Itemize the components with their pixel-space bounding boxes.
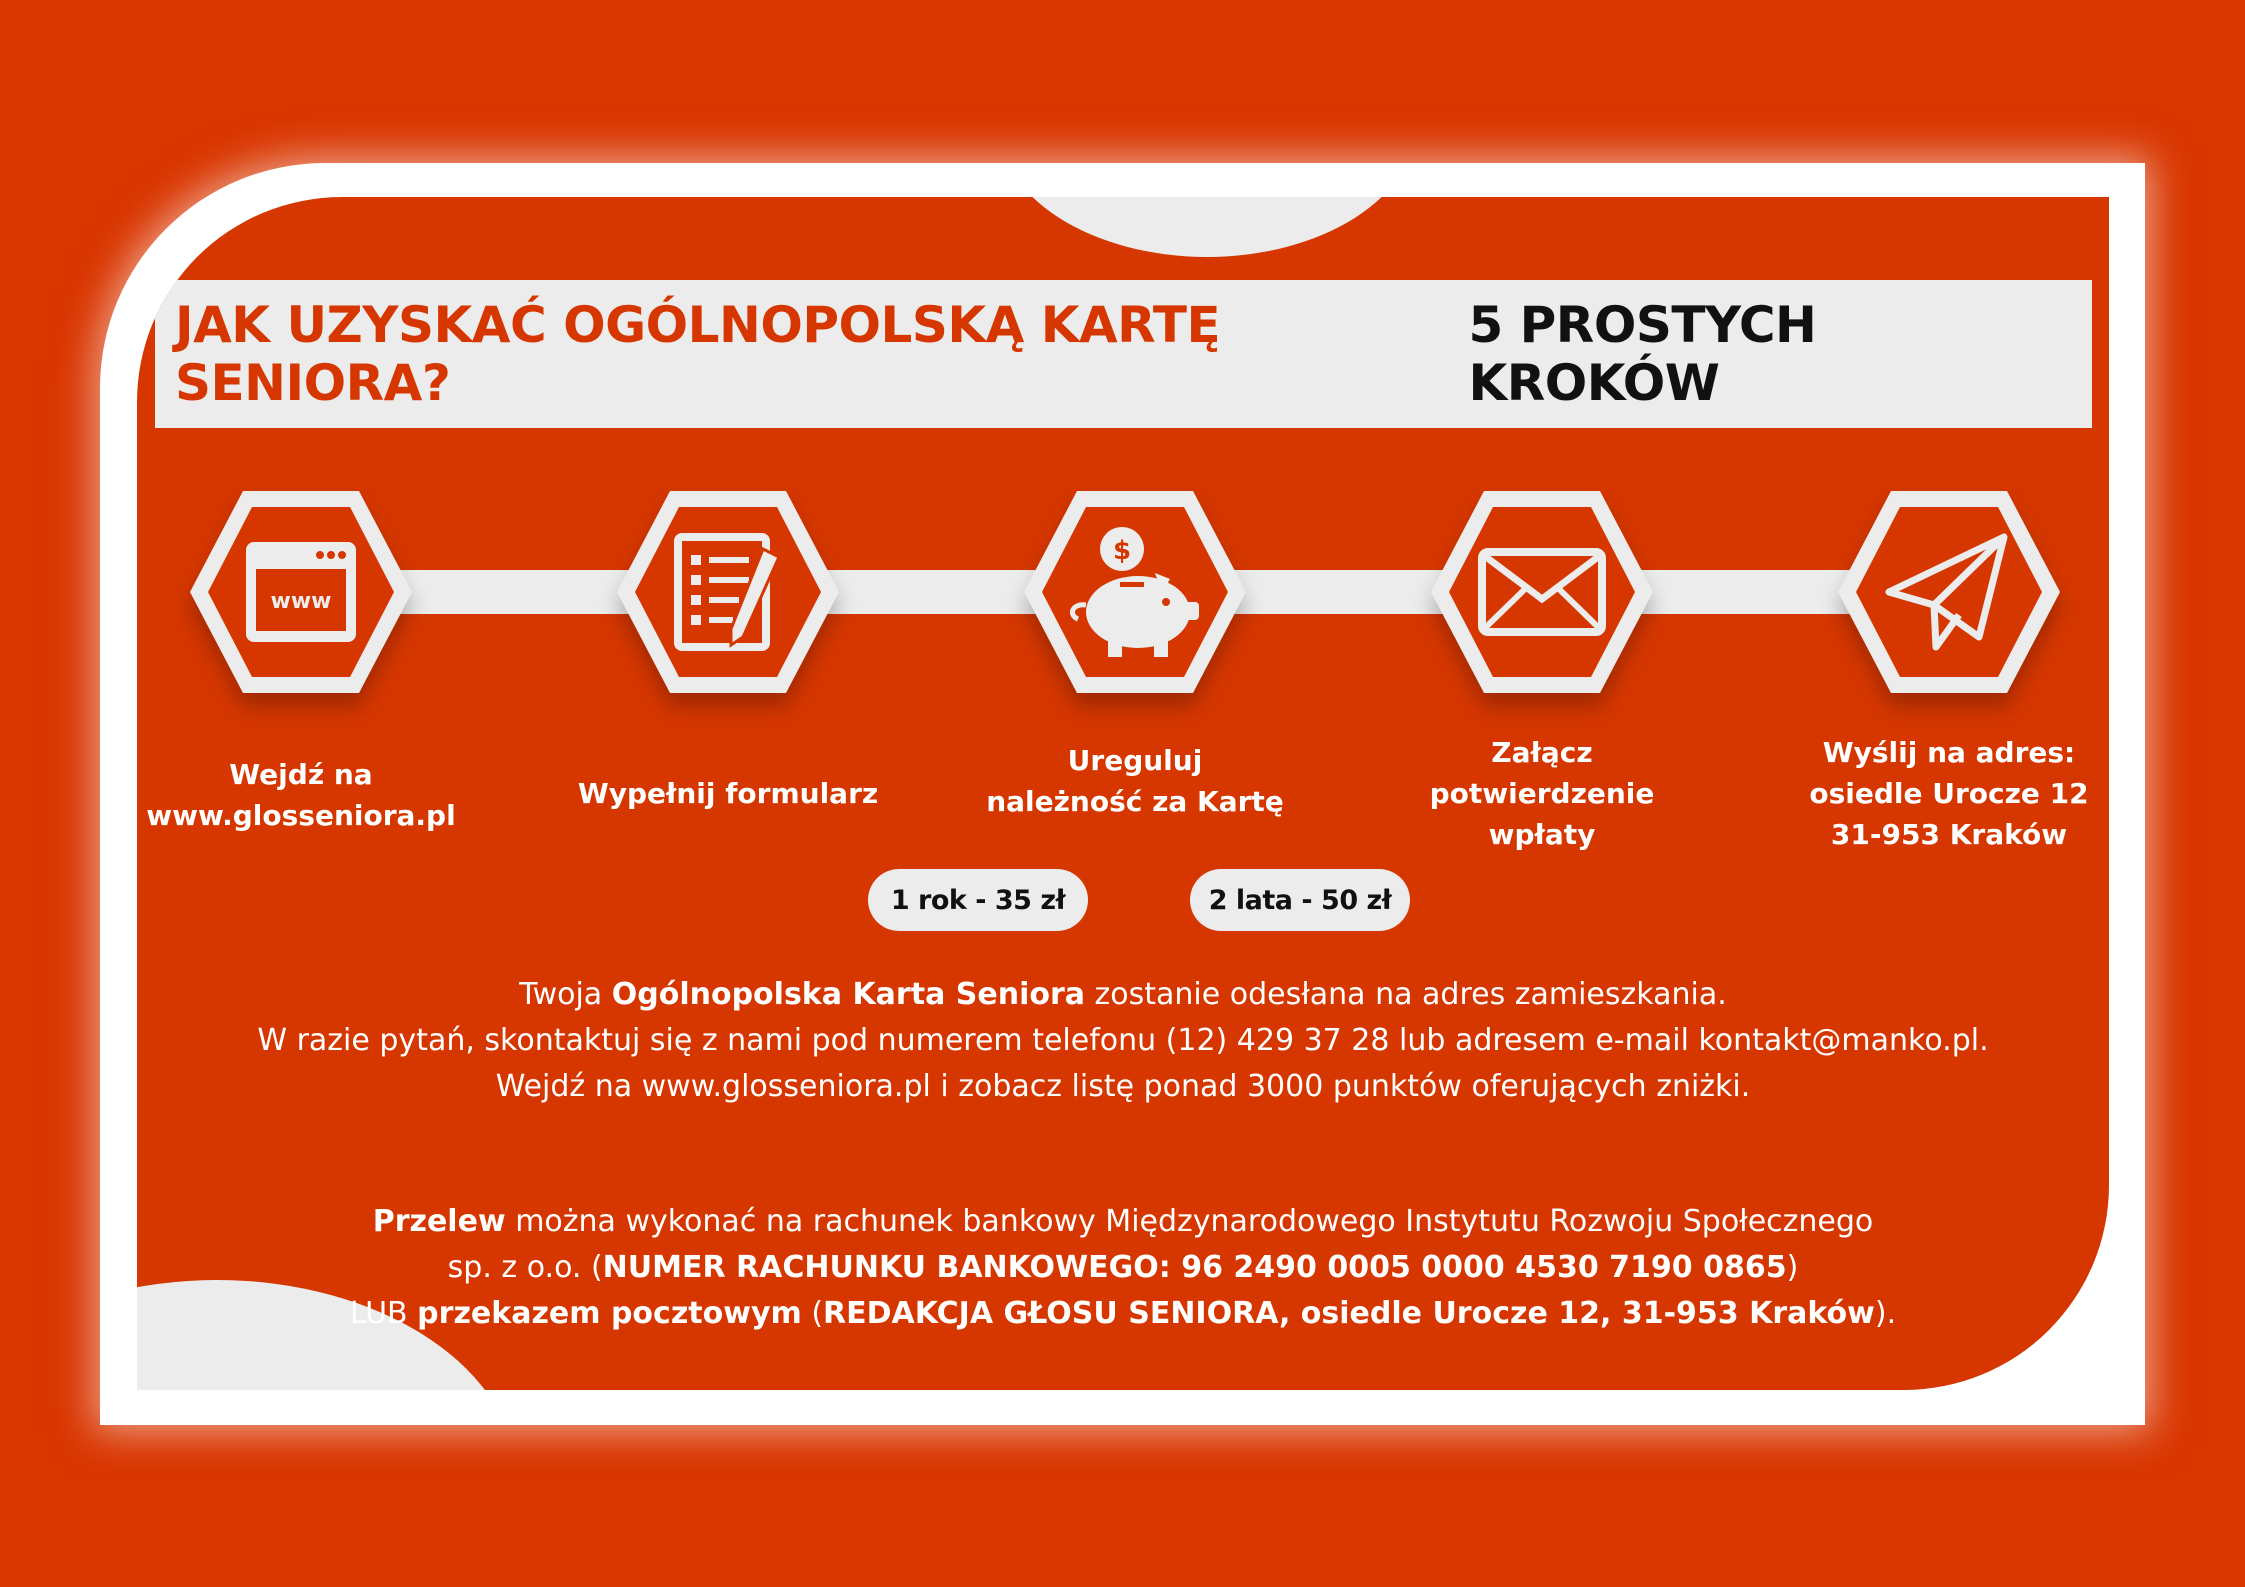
price-badge-2-years: 2 lata - 50 zł — [1190, 869, 1410, 931]
svg-text:$: $ — [1112, 536, 1132, 566]
info-card — [137, 197, 2109, 1390]
info-line-3: Wejdź na www.glosseniora.pl i zobacz listę ponad 3000 punktów oferujących zniżki. — [495, 1069, 1751, 1104]
step-4-hexagon — [1427, 487, 1657, 697]
step-4-label: Załącz potwierdzenie wpłaty — [1429, 736, 1655, 851]
svg-text:www: www — [270, 589, 332, 614]
info-line-1: Twoja Ogólnopolska Karta Seniora zostanie odesłana na adres zamieszkania. — [519, 977, 1727, 1012]
info-paragraph-payment — [137, 1199, 2109, 1337]
page-subtitle: 5 PROSTYCH KROKÓW — [1468, 296, 1817, 412]
step-2-label: Wypełnij formularz — [577, 777, 879, 810]
step-1-hexagon — [186, 487, 416, 697]
step-3-hexagon — [1020, 487, 1250, 697]
title-banner — [155, 280, 2092, 428]
page-title: JAK UZYSKAĆ OGÓLNOPOLSKĄ KARTĘ SENIORA? — [175, 296, 1221, 412]
info-line-2: W razie pytań, skontaktuj się z nami pod numerem telefonu (12) 429 37 28 lub adresem e-mail kontakt@manko.pl. — [257, 1023, 1989, 1058]
browser-www-icon — [246, 542, 356, 642]
step-1-label: Wejdź na www.glosseniora.pl — [146, 758, 456, 832]
step-2-hexagon — [613, 487, 843, 697]
step-5-hexagon — [1834, 487, 2064, 697]
step-3-label: Ureguluj należność za Kartę — [986, 744, 1284, 818]
info-paragraph-contact — [137, 972, 2109, 1110]
step-5-label: Wyślij na adres: osiedle Urocze 12 31-953 Kraków — [1809, 736, 2089, 851]
price-badge-1-year: 1 rok - 35 zł — [868, 869, 1088, 931]
info-line-4: Przelew można wykonać na rachunek bankowy Międzynarodowego Instytutu Rozwoju Społecznego — [372, 1204, 1874, 1239]
decorative-arc-top — [997, 197, 1417, 257]
info-line-6: LUB przekazem pocztowym (REDAKCJA GŁOSU SENIORA, osiedle Urocze 12, 31-953 Kraków). — [349, 1296, 1897, 1331]
info-line-5: sp. z o.o. (NUMER RACHUNKU BANKOWEGO: 96 2490 0005 0000 4530 7190 0865) — [447, 1250, 1799, 1285]
